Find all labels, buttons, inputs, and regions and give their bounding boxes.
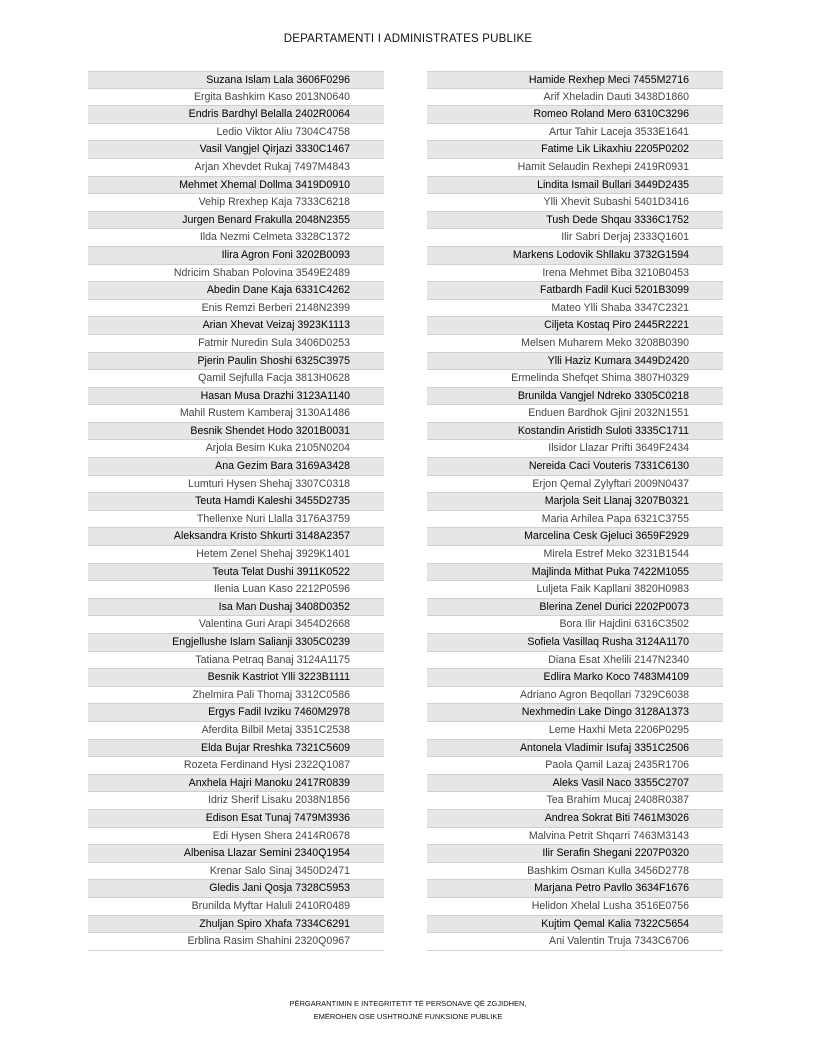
left-name-column (88, 71, 384, 951)
name-entry-row: Blerina Zenel Durici 2202P0073 (427, 599, 723, 617)
name-entry-row: Hamit Selaudin Rexhepi 2419R0931 (427, 159, 723, 177)
name-entry-row: Leme Haxhi Meta 2206P0295 (427, 722, 723, 740)
name-entry-row: Luljeta Faik Kapllani 3820H0983 (427, 581, 723, 599)
name-entry-row: Hamide Rexhep Meci 7455M2716 (427, 71, 723, 89)
name-entry-row: Mateo Ylli Shaba 3347C2321 (427, 300, 723, 318)
name-entry-row: Edison Esat Tunaj 7479M3936 (88, 810, 384, 828)
name-entry-row: Markens Lodovik Shllaku 3732G1594 (427, 247, 723, 265)
name-entry-row: Brunilda Myftar Haluli 2410R0489 (88, 898, 384, 916)
name-entry-row: Malvina Petrit Shqarri 7463M3143 (427, 828, 723, 846)
name-entry-row: Ana Gezim Bara 3169A3428 (88, 458, 384, 476)
name-entry-row: Ani Valentin Truja 7343C6706 (427, 933, 723, 951)
name-entry-row: Valentina Guri Arapi 3454D2668 (88, 616, 384, 634)
name-entry-row: Fatime Lik Likaxhiu 2205P0202 (427, 141, 723, 159)
right-name-column (427, 71, 723, 951)
name-entry-row: Adriano Agron Beqollari 7329C6038 (427, 687, 723, 705)
name-entry-row: Aferdita Bilbil Metaj 3351C2538 (88, 722, 384, 740)
name-entry-row: Rozeta Ferdinand Hysi 2322Q1087 (88, 757, 384, 775)
name-entry-row: Tea Brahim Mucaj 2408R0387 (427, 792, 723, 810)
name-entry-row: Endris Bardhyl Belalla 2402R0064 (88, 106, 384, 124)
name-entry-row: Ilsidor Llazar Prifti 3649F2434 (427, 440, 723, 458)
name-entry-row: Irena Mehmet Biba 3210B0453 (427, 265, 723, 283)
name-entry-row: Albenisa Llazar Semini 2340Q1954 (88, 845, 384, 863)
name-entry-row: Ndricim Shaban Polovina 3549E2489 (88, 265, 384, 283)
name-entry-row: Zhelmira Pali Thomaj 3312C0586 (88, 687, 384, 705)
name-entry-row: Ergita Bashkim Kaso 2013N0640 (88, 89, 384, 107)
page-title: DEPARTAMENTI I ADMINISTRATES PUBLIKE (283, 33, 533, 45)
name-entry-row: Ilir Serafin Shegani 2207P0320 (427, 845, 723, 863)
name-entry-row: Ciljeta Kostaq Piro 2445R2221 (427, 317, 723, 335)
name-entry-row: Pjerin Paulin Shoshi 6325C3975 (88, 353, 384, 371)
name-entry-row: Bora Ilir Hajdini 6316C3502 (427, 616, 723, 634)
name-entry-row: Besnik Shendet Hodo 3201B0031 (88, 423, 384, 441)
name-entry-row: Thellenxe Nuri Llalla 3176A3759 (88, 511, 384, 529)
name-entry-row: Artur Tahir Laceja 3533E1641 (427, 124, 723, 142)
name-entry-row: Krenar Salo Sinaj 3450D2471 (88, 863, 384, 881)
name-entry-row: Brunilda Vangjel Ndreko 3305C0218 (427, 388, 723, 406)
name-entry-row: Vehip Rrexhep Kaja 7333C6218 (88, 194, 384, 212)
name-entry-row: Aleks Vasil Naco 3355C2707 (427, 775, 723, 793)
name-entry-row: Nereida Caci Vouteris 7331C6130 (427, 458, 723, 476)
name-entry-row: Marcelina Cesk Gjeluci 3659F2929 (427, 528, 723, 546)
name-entry-row: Maria Arhilea Papa 6321C3755 (427, 511, 723, 529)
name-entry-row: Anxhela Hajri Manoku 2417R0839 (88, 775, 384, 793)
name-entry-row: Ilenia Luan Kaso 2212P0596 (88, 581, 384, 599)
name-entry-row: Jurgen Benard Frakulla 2048N2355 (88, 212, 384, 230)
name-entry-row: Teuta Telat Dushi 3911K0522 (88, 564, 384, 582)
name-entry-row: Elda Bujar Rreshka 7321C5609 (88, 740, 384, 758)
name-entry-row: Ermelinda Shefqet Shima 3807H0329 (427, 370, 723, 388)
name-entry-row: Kostandin Aristidh Suloti 3335C1711 (427, 423, 723, 441)
name-entry-row: Lindita Ismail Bullari 3449D2435 (427, 177, 723, 195)
name-entry-row: Engjellushe Islam Salianji 3305C0239 (88, 634, 384, 652)
name-entry-row: Helidon Xhelal Lusha 3516E0756 (427, 898, 723, 916)
footer-line-1: PËRGARANTIMIN E INTEGRITETIT TË PERSONAVE QË ZGJIDHEN, (289, 999, 527, 1008)
name-entry-row: Ilda Nezmi Celmeta 3328C1372 (88, 229, 384, 247)
name-entry-row: Bashkim Osman Kulla 3456D2778 (427, 863, 723, 881)
name-entry-row: Marjola Seit Llanaj 3207B0321 (427, 493, 723, 511)
name-entry-row: Edi Hysen Shera 2414R0678 (88, 828, 384, 846)
name-entry-row: Andrea Sokrat Biti 7461M3026 (427, 810, 723, 828)
name-entry-row: Marjana Petro Pavllo 3634F1676 (427, 880, 723, 898)
footer-line-2: EMËROHEN OSE USHTROJNË FUNKSIONE PUBLIKE (313, 1011, 503, 1021)
name-entry-row: Ergys Fadil Ivziku 7460M2978 (88, 704, 384, 722)
name-entry-row: Ylli Haziz Kumara 3449D2420 (427, 353, 723, 371)
name-entry-row: Nexhmedin Lake Dingo 3128A1373 (427, 704, 723, 722)
name-entry-row: Mehmet Xhemal Dollma 3419D0910 (88, 177, 384, 195)
name-entry-row: Suzana Islam Lala 3606F0296 (88, 71, 384, 89)
name-entry-row: Qamil Sejfulla Facja 3813H0628 (88, 370, 384, 388)
name-entry-row: Isa Man Dushaj 3408D0352 (88, 599, 384, 617)
name-entry-row: Paola Qamil Lazaj 2435R1706 (427, 757, 723, 775)
name-entry-row: Lumturi Hysen Shehaj 3307C0318 (88, 476, 384, 494)
name-entry-row: Idriz Sherif Lisaku 2038N1856 (88, 792, 384, 810)
name-entry-row: Teuta Hamdi Kaleshi 3455D2735 (88, 493, 384, 511)
name-entry-row: Erblina Rasim Shahini 2320Q0967 (88, 933, 384, 951)
name-entry-row: Vasil Vangjel Qirjazi 3330C1467 (88, 141, 384, 159)
name-entry-row: Hetem Zenel Shehaj 3929K1401 (88, 546, 384, 564)
name-entry-row: Zhuljan Spiro Xhafa 7334C6291 (88, 916, 384, 934)
name-entry-row: Enis Remzi Berberi 2148N2399 (88, 300, 384, 318)
name-entry-row: Edlira Marko Koco 7483M4109 (427, 669, 723, 687)
name-entry-row: Ylli Xhevit Subashi 5401D3416 (427, 194, 723, 212)
name-entry-row: Aleksandra Kristo Shkurti 3148A2357 (88, 528, 384, 546)
name-entry-row: Enduen Bardhok Gjini 2032N1551 (427, 405, 723, 423)
name-entry-row: Mirela Estref Meko 3231B1544 (427, 546, 723, 564)
name-entry-row: Tatiana Petraq Banaj 3124A1175 (88, 652, 384, 670)
name-entry-row: Hasan Musa Drazhi 3123A1140 (88, 388, 384, 406)
name-entry-row: Diana Esat Xhelili 2147N2340 (427, 652, 723, 670)
name-entry-row: Abedin Dane Kaja 6331C4262 (88, 282, 384, 300)
name-entry-row: Fatmir Nuredin Sula 3406D0253 (88, 335, 384, 353)
name-entry-row: Arif Xheladin Dauti 3438D1860 (427, 89, 723, 107)
page-footer (0, 998, 816, 1023)
name-entry-row: Tush Dede Shqau 3336C1752 (427, 212, 723, 230)
name-entry-row: Romeo Roland Mero 6310C3296 (427, 106, 723, 124)
name-entry-row: Fatbardh Fadil Kuci 5201B3099 (427, 282, 723, 300)
name-entry-row: Arjola Besim Kuka 2105N0204 (88, 440, 384, 458)
name-entry-row: Melsen Muharem Meko 3208B0390 (427, 335, 723, 353)
name-entry-row: Majlinda Mithat Puka 7422M1055 (427, 564, 723, 582)
name-entry-row: Sofiela Vasillaq Rusha 3124A1170 (427, 634, 723, 652)
name-entry-row: Kujtim Qemal Kalia 7322C5654 (427, 916, 723, 934)
name-entry-row: Ilir Sabri Derjaj 2333Q1601 (427, 229, 723, 247)
name-entry-row: Mahil Rustem Kamberaj 3130A1486 (88, 405, 384, 423)
name-entry-row: Besnik Kastriot Ylli 3223B1111 (88, 669, 384, 687)
name-entry-row: Arjan Xhevdet Rukaj 7497M4843 (88, 159, 384, 177)
name-entry-row: Ilira Agron Foni 3202B0093 (88, 247, 384, 265)
name-entry-row: Antonela Vladimir Isufaj 3351C2506 (427, 740, 723, 758)
name-entry-row: Erjon Qemal Zylyftari 2009N0437 (427, 476, 723, 494)
name-entry-row: Gledis Jani Qosja 7328C5953 (88, 880, 384, 898)
name-entry-row: Arian Xhevat Veizaj 3923K1113 (88, 317, 384, 335)
name-entry-row: Ledio Viktor Aliu 7304C4758 (88, 124, 384, 142)
